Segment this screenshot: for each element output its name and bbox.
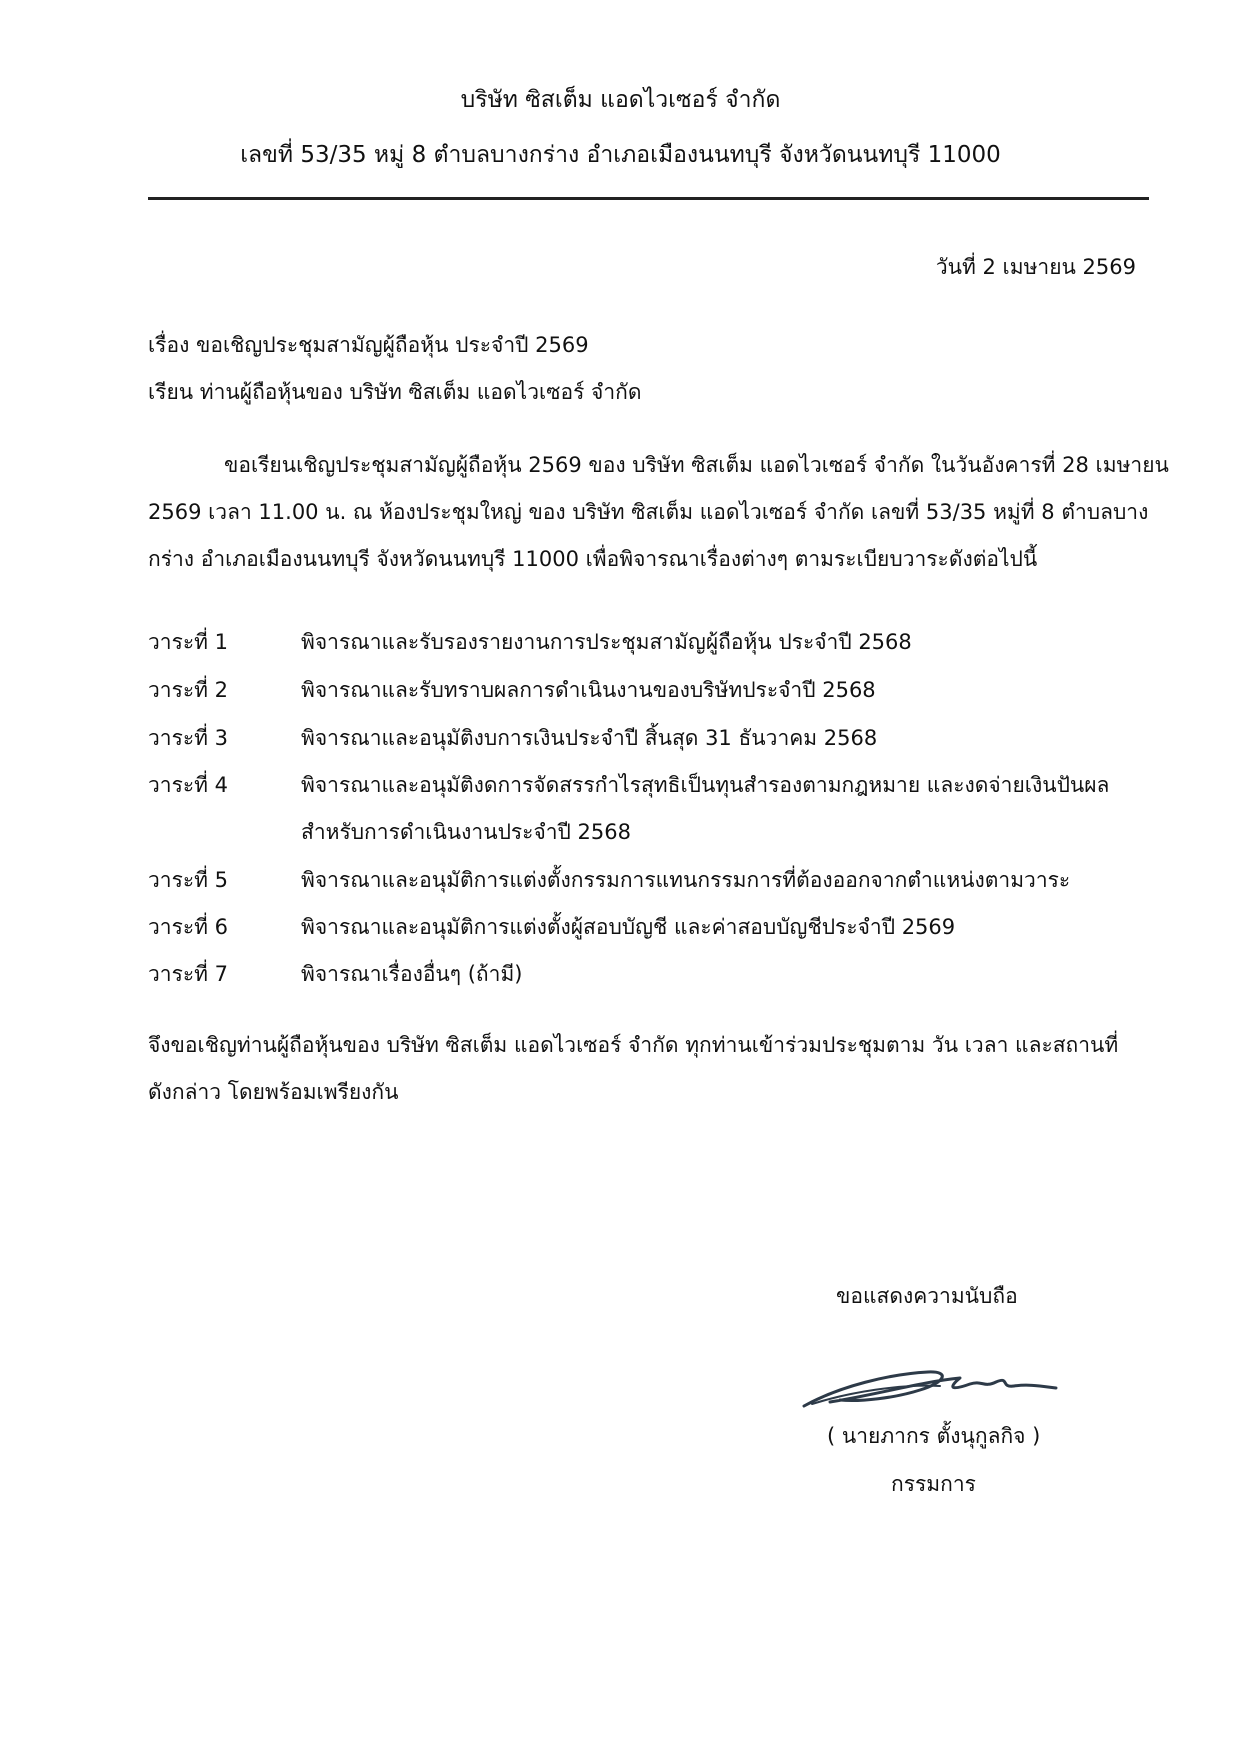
agenda-item-6: พิจารณาและอนุมัติการแต่งตั้งผู้สอบบัญชี และค่าสอบบัญชีประจำปี 2569 bbox=[301, 915, 956, 939]
agenda-label-6: วาระที่ 6 bbox=[148, 915, 229, 939]
agenda-item-2: พิจารณาและรับทราบผลการดำเนินงานของบริษัทประจำปี 2568 bbox=[301, 678, 876, 702]
header-divider bbox=[148, 197, 1149, 200]
letter-recipient: เรียน ท่านผู้ถือหุ้นของ บริษัท ซิสเต็ม แอดไวเซอร์ จำกัด bbox=[148, 380, 642, 404]
agenda-item-4: พิจารณาและอนุมัติงดการจัดสรรกำไรสุทธิเป็นทุนสำรองตามกฎหมาย และงดจ่ายเงินปันผล bbox=[301, 773, 1110, 797]
agenda-label-7: วาระที่ 7 bbox=[148, 962, 229, 986]
agenda-label-5: วาระที่ 5 bbox=[148, 868, 229, 892]
agenda-label-3: วาระที่ 3 bbox=[148, 726, 229, 750]
intro-line-2: 2569 เวลา 11.00 น. ณ ห้องประชุมใหญ่ ของ บริษัท ซิสเต็ม แอดไวเซอร์ จำกัด เลขที่ 53/35 หมู่ที่ 8 ตำบลบาง bbox=[148, 500, 1149, 524]
agenda-item-1: พิจารณาและรับรองรายงานการประชุมสามัญผู้ถือหุ้น ประจำปี 2568 bbox=[301, 630, 912, 654]
agenda-item-7: พิจารณาเรื่องอื่นๆ (ถ้ามี) bbox=[301, 962, 523, 986]
intro-line-3: กร่าง อำเภอเมืองนนทบุรี จังหวัดนนทบุรี 11000 เพื่อพิจารณาเรื่องต่างๆ ตามระเบียบวาระดังต่อไปนี้ bbox=[148, 547, 1038, 571]
regards-text: ขอแสดงความนับถือ bbox=[836, 1284, 1018, 1308]
letter-date: วันที่ 2 เมษายน 2569 bbox=[935, 255, 1136, 279]
intro-line-1: ขอเรียนเชิญประชุมสามัญผู้ถือหุ้น 2569 ของ บริษัท ซิสเต็ม แอดไวเซอร์ จำกัด ในวันอังคารที่ 28 เมษายน bbox=[224, 453, 1169, 477]
closing-line-1: จึงขอเชิญท่านผู้ถือหุ้นของ บริษัท ซิสเต็ม แอดไวเซอร์ จำกัด ทุกท่านเข้าร่วมประชุมตาม วัน เวลา และสถานที่ bbox=[148, 1033, 1119, 1057]
company-name: บริษัท ซิสเต็ม แอดไวเซอร์ จำกัด bbox=[460, 87, 781, 113]
agenda-item-4-cont: สำหรับการดำเนินงานประจำปี 2568 bbox=[301, 820, 632, 844]
signature-image bbox=[800, 1356, 1060, 1416]
closing-line-2: ดังกล่าว โดยพร้อมเพรียงกัน bbox=[148, 1080, 399, 1104]
agenda-label-2: วาระที่ 2 bbox=[148, 678, 229, 702]
agenda-label-1: วาระที่ 1 bbox=[148, 630, 229, 654]
agenda-item-3: พิจารณาและอนุมัติงบการเงินประจำปี สิ้นสุด 31 ธันวาคม 2568 bbox=[301, 726, 878, 750]
signatory-name: ( นายภากร ตั้งนุกูลกิจ ) bbox=[827, 1424, 1041, 1448]
company-address: เลขที่ 53/35 หมู่ 8 ตำบลบางกร่าง อำเภอเมืองนนทบุรี จังหวัดนนทบุรี 11000 bbox=[240, 142, 1001, 168]
agenda-item-5: พิจารณาและอนุมัติการแต่งตั้งกรรมการแทนกรรมการที่ต้องออกจากตำแหน่งตามวาระ bbox=[301, 868, 1071, 892]
agenda-label-4: วาระที่ 4 bbox=[148, 773, 229, 797]
letter-subject: เรื่อง ขอเชิญประชุมสามัญผู้ถือหุ้น ประจำปี 2569 bbox=[148, 333, 589, 357]
signatory-position: กรรมการ bbox=[891, 1472, 976, 1496]
